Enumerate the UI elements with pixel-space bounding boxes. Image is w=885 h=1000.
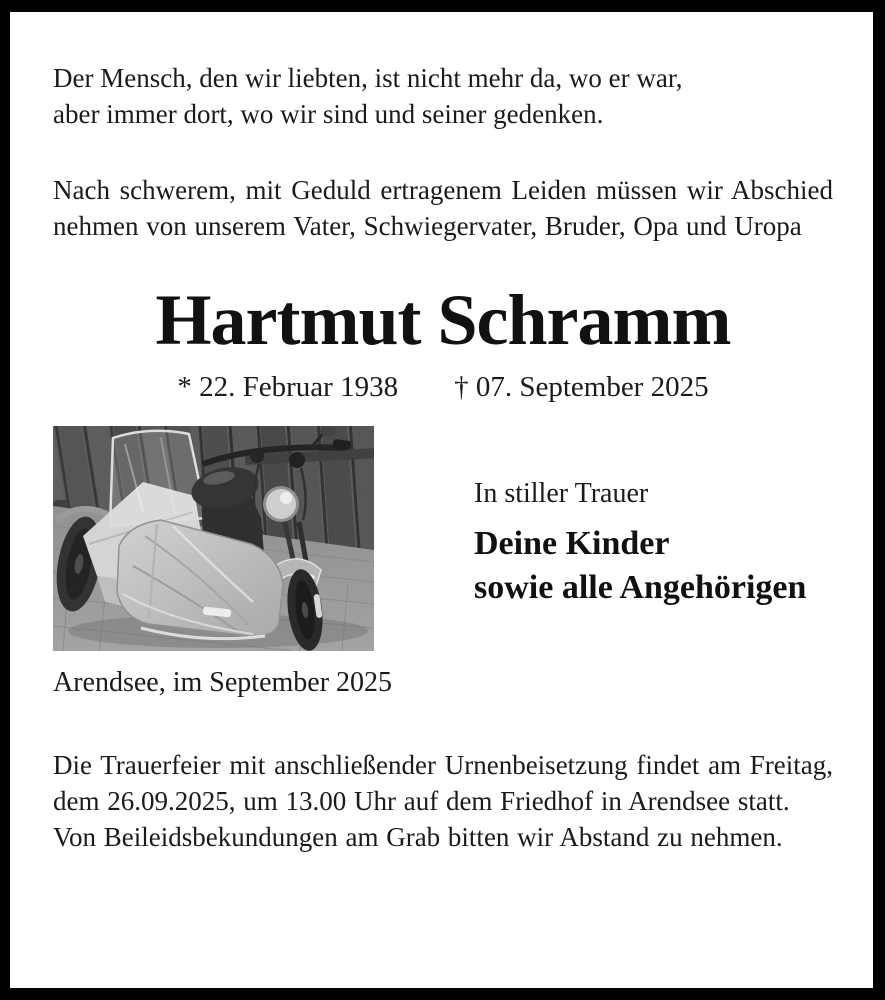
funeral-section bbox=[53, 747, 833, 855]
intro-text: Nach schwerem, mit Geduld ertragenem Leiden müssen wir Abschied nehmen von unserem Vater, Schwiegervater, Bruder, Opa und Uropa bbox=[53, 175, 833, 241]
memorial-photo bbox=[53, 426, 374, 651]
mourner-line-2: sowie alle Angehörigen bbox=[474, 569, 807, 606]
mourners-block bbox=[474, 478, 806, 610]
photo-row bbox=[53, 426, 833, 651]
life-dates bbox=[53, 370, 833, 404]
obituary-content bbox=[10, 12, 873, 875]
place-date: Arendsee, im September 2025 bbox=[53, 667, 393, 698]
death-date: † 07. September 2025 bbox=[454, 371, 709, 403]
birth-date: * 22. Februar 1938 bbox=[177, 371, 399, 403]
verse-line-1: Der Mensch, den wir liebten, ist nicht mehr da, wo er war, bbox=[53, 63, 683, 93]
mourning-intro: In stiller Trauer bbox=[474, 478, 649, 509]
photo-grain bbox=[53, 426, 374, 651]
funeral-info: Die Trauerfeier mit anschließender Urnenbeisetzung findet am Freitag, dem 26.09.2025, um 13.00 Uhr auf dem Friedhof in Arendsee statt. bbox=[53, 750, 833, 816]
opening-verse bbox=[53, 60, 833, 132]
deceased-name: Hartmut Schramm bbox=[155, 280, 731, 360]
condolence-note: Von Beileidsbekundungen am Grab bitten wir Abstand zu nehmen. bbox=[53, 822, 783, 852]
motorcycle-sidecar-photo bbox=[53, 426, 374, 651]
verse-line-2: aber immer dort, wo wir sind und seiner gedenken. bbox=[53, 99, 604, 129]
mourner-line-1: Deine Kinder bbox=[474, 525, 670, 562]
